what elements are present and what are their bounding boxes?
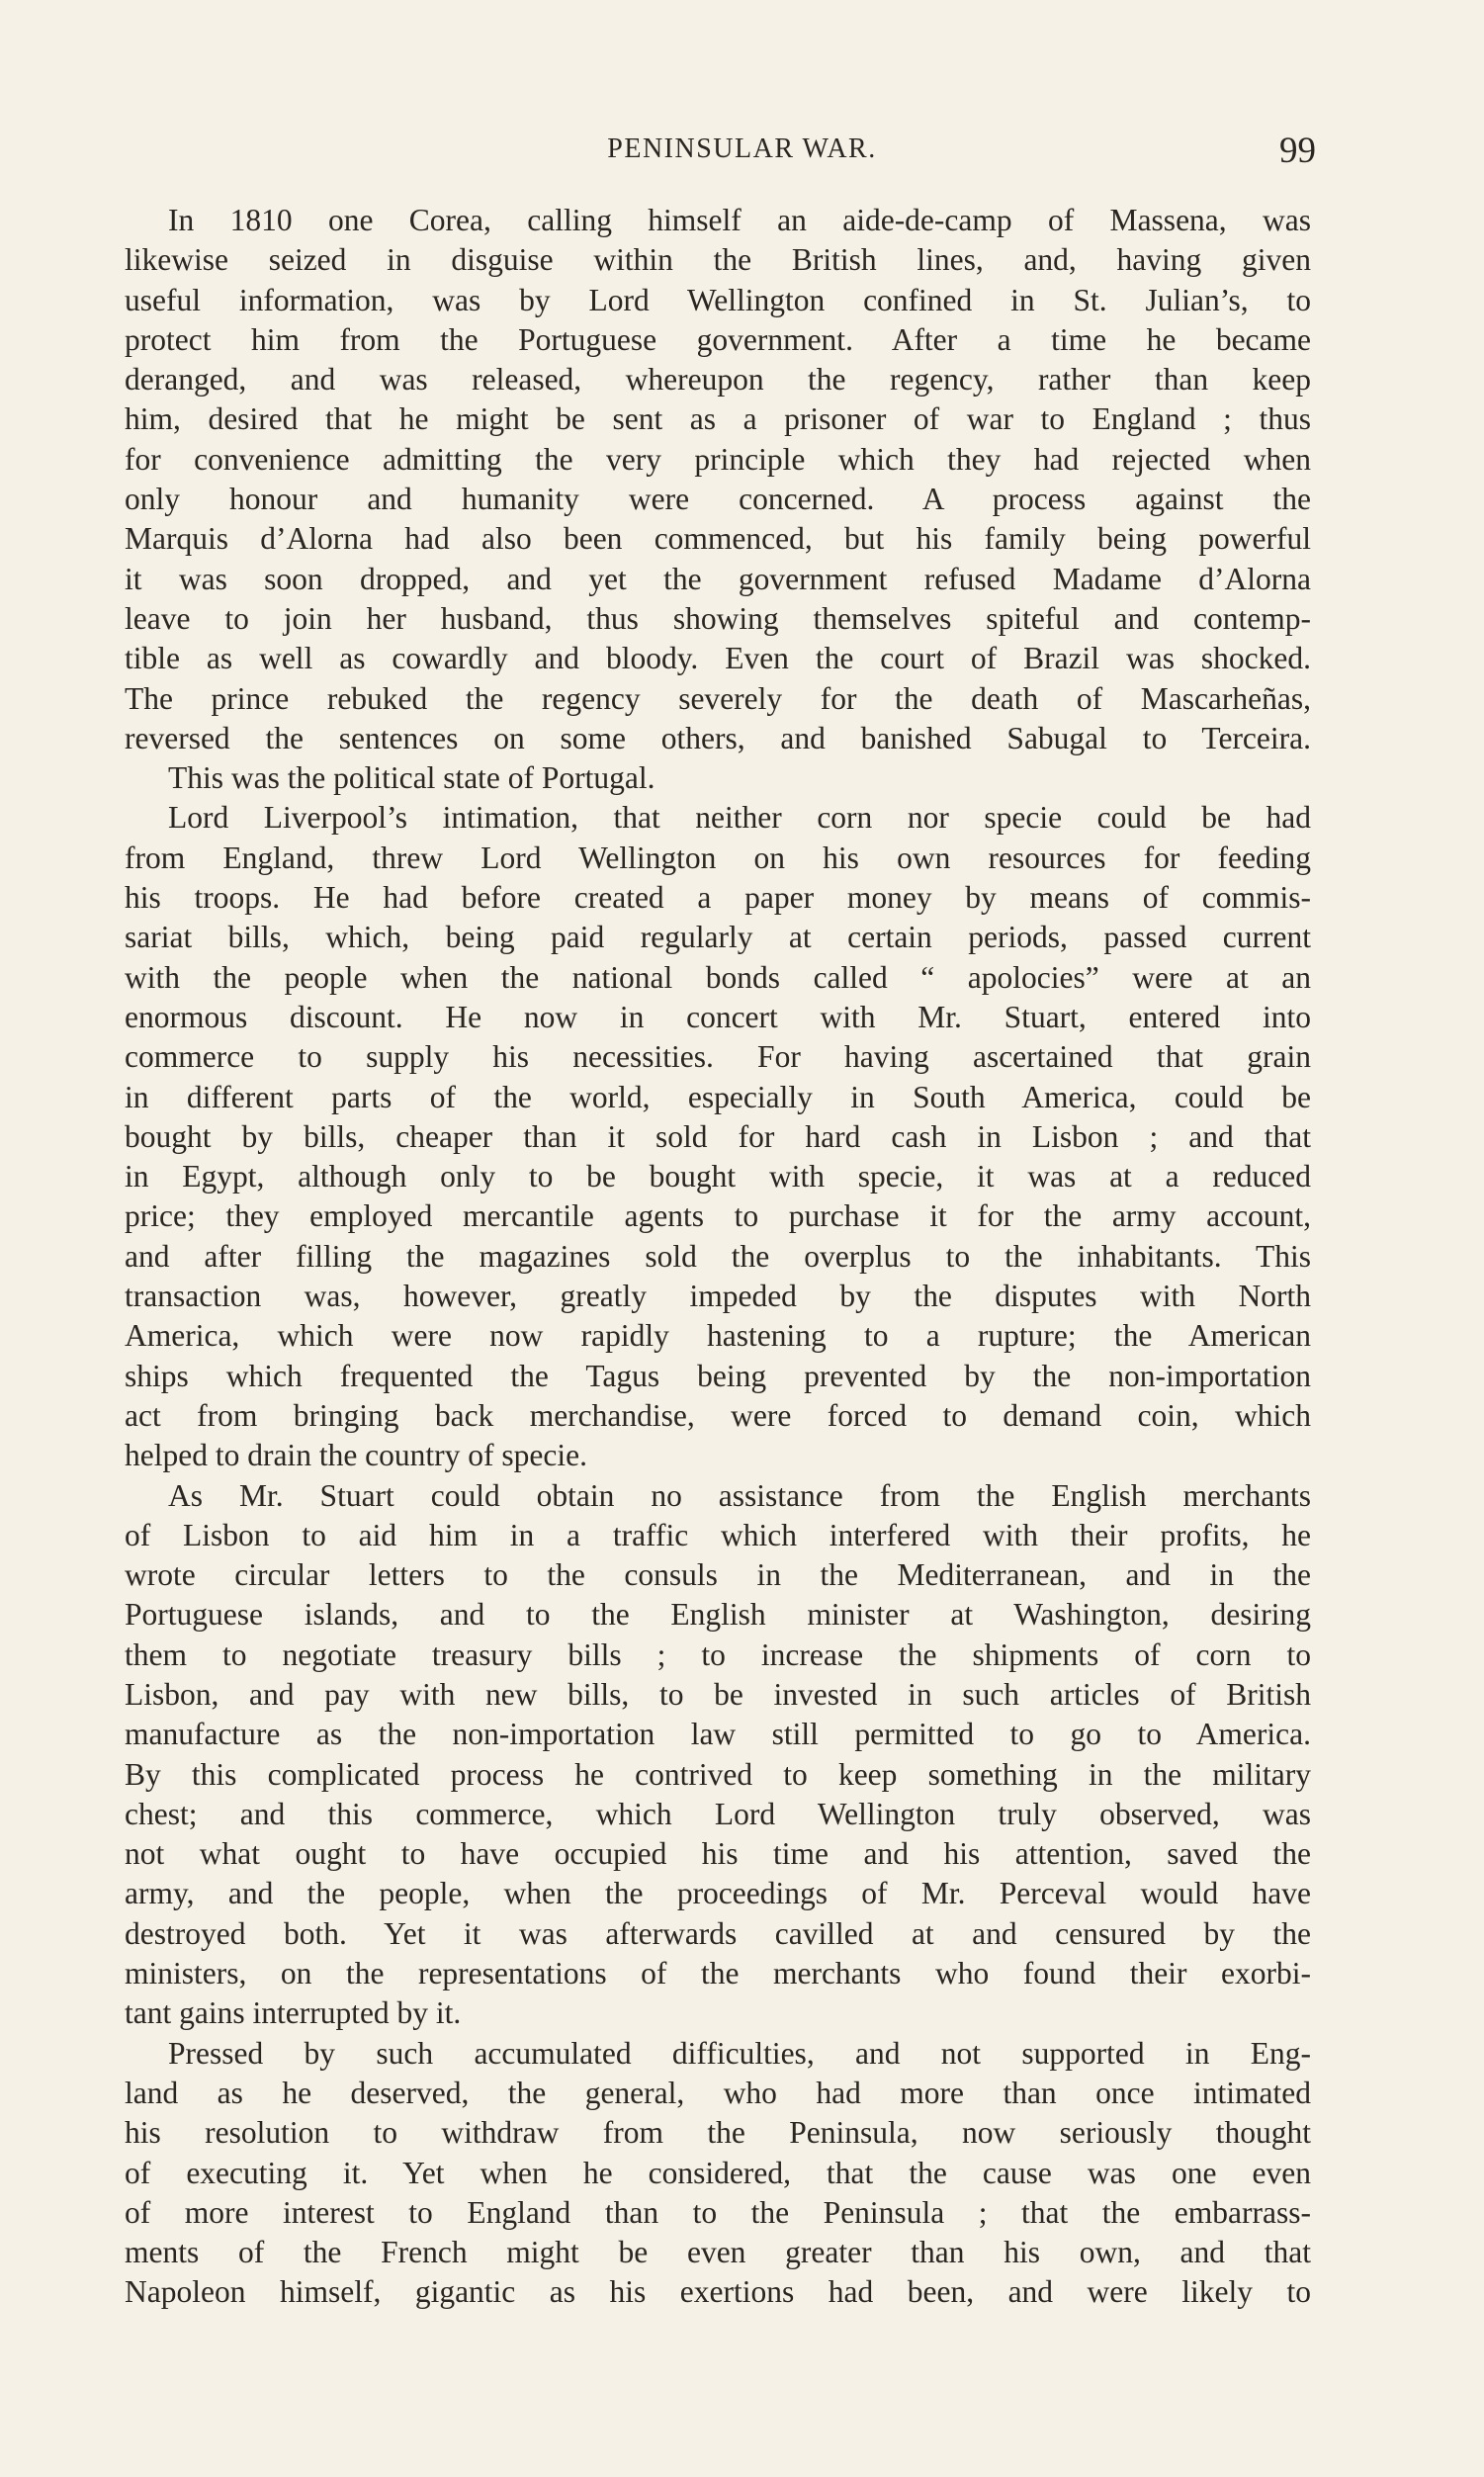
text-line: in Egypt, although only to be bought with specie, it was at a reduced: [125, 1159, 1311, 1194]
text-line: manufacture as the non-importation law still permitted to go to America.: [125, 1717, 1311, 1752]
text-line: wrote circular letters to the consuls in the Mediterranean, and in the: [125, 1557, 1311, 1593]
text-line: only honour and humanity were concerned. A process against the: [125, 482, 1311, 517]
text-line: chest; and this commerce, which Lord Wellington truly observed, was: [125, 1796, 1311, 1831]
text-line: likewise seized in disguise within the British lines, and, having given: [125, 242, 1311, 278]
text-line: transaction was, however, greatly impeded by the disputes with North: [125, 1279, 1311, 1314]
text-line: destroyed both. Yet it was afterwards cavilled at and censured by the: [125, 1915, 1311, 1951]
text-line: ments of the French might be even greater than his own, and that: [125, 2235, 1311, 2270]
text-line: Marquis d’Alorna had also been commenced, but his family being powerful: [125, 521, 1311, 557]
text-line: This was the political state of Portugal.: [168, 760, 655, 796]
text-line: protect him from the Portuguese government. After a time he became: [125, 321, 1311, 357]
text-line: leave to join her husband, thus showing themselves spiteful and contemp-: [125, 600, 1311, 636]
text-line: By this complicated process he contrived to keep something in the military: [125, 1756, 1311, 1792]
text-line: price; they employed mercantile agents to purchase it for the army account,: [125, 1198, 1311, 1234]
text-line: As Mr. Stuart could obtain no assistance from the English merchants: [168, 1477, 1311, 1513]
body-text: [125, 201, 1311, 2313]
text-line: ministers, on the representations of the merchants who found their exorbi-: [125, 1956, 1311, 1991]
text-line: deranged, and was released, whereupon the regency, rather than keep: [125, 362, 1311, 398]
text-line: enormous discount. He now in concert with Mr. Stuart, entered into: [125, 999, 1311, 1034]
running-head: [0, 125, 1484, 174]
text-line: useful information, was by Lord Wellington confined in St. Julian’s, to: [125, 282, 1311, 317]
text-line: sariat bills, which, being paid regularly at certain periods, passed current: [125, 920, 1311, 955]
text-line: America, which were now rapidly hastening to a rupture; the American: [125, 1318, 1311, 1354]
text-line: Pressed by such accumulated difficulties, and not supported in Eng-: [168, 2035, 1311, 2071]
text-line: them to negotiate treasury bills ; to increase the shipments of corn to: [125, 1637, 1311, 1672]
text-line: land as he deserved, the general, who had more than once intimated: [125, 2075, 1311, 2110]
text-line: In 1810 one Corea, calling himself an aide-de-camp of Massena, was: [168, 203, 1311, 237]
text-line: Portuguese islands, and to the English minister at Washington, desiring: [125, 1597, 1311, 1633]
text-line: army, and the people, when the proceedings of Mr. Perceval would have: [125, 1876, 1311, 1911]
text-line: and after filling the magazines sold the overplus to the inhabitants. This: [125, 1238, 1311, 1274]
text-line: his resolution to withdraw from the Peninsula, now seriously thought: [125, 2115, 1311, 2151]
text-line: his troops. He had before created a paper money by means of commis-: [125, 880, 1311, 916]
text-line: ships which frequented the Tagus being prevented by the non-importation: [125, 1358, 1311, 1393]
text-line: of Lisbon to aid him in a traffic which interfered with their profits, he: [125, 1517, 1311, 1552]
text-line: Lord Liverpool’s intimation, that neither corn nor specie could be had: [168, 800, 1311, 836]
text-line: commerce to supply his necessities. For having ascertained that grain: [125, 1039, 1311, 1075]
text-line: tant gains interrupted by it.: [125, 1995, 462, 2031]
text-line: of more interest to England than to the Peninsula ; that the embarrass-: [125, 2194, 1311, 2230]
text-line: reversed the sentences on some others, and banished Sabugal to Terceira.: [125, 720, 1311, 755]
page-number: 99: [1279, 131, 1316, 171]
text-line: in different parts of the world, especially in South America, could be: [125, 1079, 1311, 1114]
text-line: him, desired that he might be sent as a prisoner of war to England ; thus: [125, 401, 1311, 437]
text-line: from England, threw Lord Wellington on his own resources for feeding: [125, 840, 1311, 875]
text-line: Napoleon himself, gigantic as his exertions had been, and were likely to: [125, 2274, 1311, 2310]
text-line: it was soon dropped, and yet the government refused Madame d’Alorna: [125, 561, 1311, 596]
text-line: tible as well as cowardly and bloody. Even the court of Brazil was shocked.: [125, 641, 1311, 676]
running-title: PENINSULAR WAR.: [607, 133, 877, 164]
text-line: for convenience admitting the very principle which they had rejected when: [125, 441, 1311, 477]
text-line: not what ought to have occupied his time and his attention, saved the: [125, 1836, 1311, 1872]
text-line: The prince rebuked the regency severely for the death of Mascarheñas,: [125, 680, 1311, 716]
text-line: Lisbon, and pay with new bills, to be invested in such articles of British: [125, 1676, 1311, 1712]
text-line: of executing it. Yet when he considered, that the cause was one even: [125, 2155, 1311, 2190]
text-line: with the people when the national bonds called “ apolocies” were at an: [125, 959, 1311, 995]
text-line: helped to drain the country of specie.: [125, 1438, 587, 1473]
text-line: act from bringing back merchandise, were forced to demand coin, which: [125, 1397, 1311, 1433]
text-line: bought by bills, cheaper than it sold for hard cash in Lisbon ; and that: [125, 1118, 1311, 1154]
